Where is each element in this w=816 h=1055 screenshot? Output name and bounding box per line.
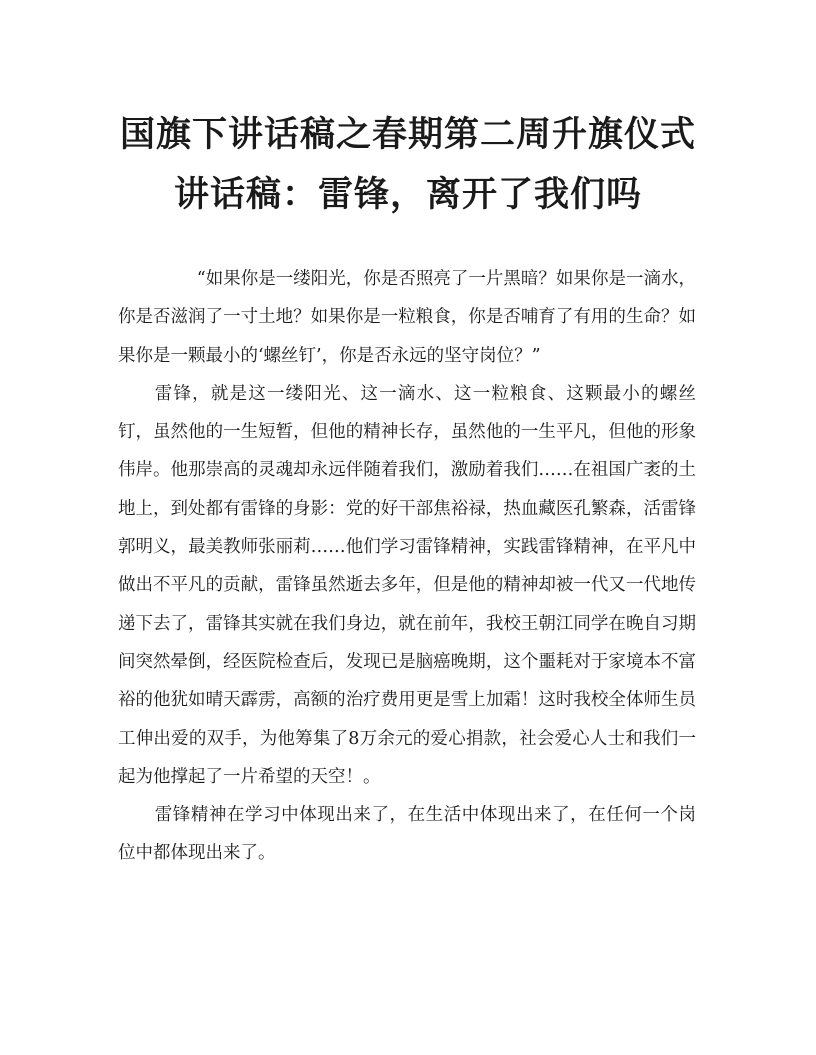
document-title-line-1: 国旗下讲话稿之春期第二周升旗仪式 [119,114,696,155]
document-title-line-2: 讲话稿：雷锋，离开了我们吗 [173,174,642,215]
paragraph-leifeng-spirit: 雷锋，就是这一缕阳光、这一滴水、这一粒粮食、这颗最小的螺丝钉，虽然他的一生短暂，但他的精神长存，虽然他的一生平凡，但他的形象伟岸。他那崇高的灵魂却永远伴随着我们，激励着我们……在祖国广袤的土地上，到处都有雷锋的身影：党的好干部焦裕禄，热血藏医孔繁森，活雷锋郭明义，最美教师张丽莉……他们学习雷锋精神，实践雷锋精神，在平凡中做出不平凡的贡献，雷锋虽然逝去多年，但是他的精神却被一代又一代地传递下去了，雷锋其实就在我们身边，就在前年，我校王朝江同学在晚自习期间突然晕倒，经医院检查后，发现已是脑癌晚期，这个噩耗对于家境本不富裕的他犹如晴天霹雳，高额的治疗费用更是雪上加霜！这时我校全体师生员工伸出爱的双手，为他筹集了8万余元的爱心捐款，社会爱心人士和我们一起为他撑起了一片希望的天空！。 [118,383,696,787]
paragraph-quote: “如果你是一缕阳光，你是否照亮了一片黑暗？如果你是一滴水，你是否滋润了一寸土地？如果你是一粒粮食，你是否哺育了有用的生命？如果你是一颗最小的‘螺丝钉’，你是否永远的坚守岗位？” [118,269,696,366]
document-body [118,260,696,873]
paragraph-conclusion: 雷锋精神在学习中体现出来了，在生活中体现出来了，在任何一个岗位中都体现出来了。 [118,805,696,864]
